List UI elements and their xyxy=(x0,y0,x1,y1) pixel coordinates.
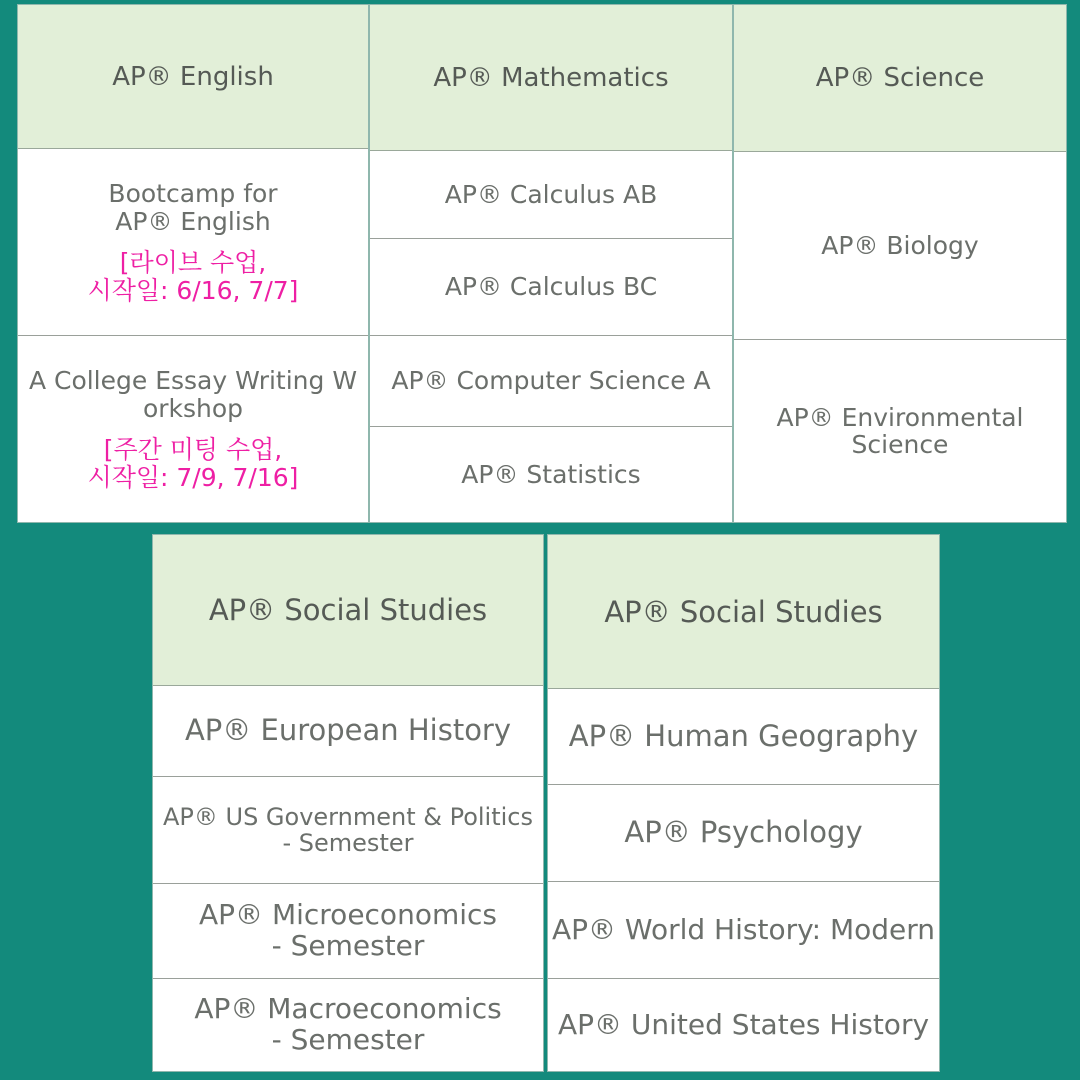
english-course-essay[interactable] xyxy=(18,336,368,522)
course-title: AP® Environmental Science xyxy=(776,402,1024,459)
course-title: A College Essay Writing W orkshop xyxy=(28,366,358,423)
course-title: AP® Computer Science A xyxy=(391,366,711,396)
course-note: [라이브 수업, 시작일: 6/16, 7/7] xyxy=(87,248,299,305)
math-course[interactable] xyxy=(370,239,732,336)
science-header xyxy=(734,5,1066,152)
social-studies-column-2 xyxy=(547,534,940,1072)
course-title: AP® Human Geography xyxy=(568,718,919,753)
science-course[interactable] xyxy=(734,340,1066,522)
social-course[interactable] xyxy=(153,777,543,884)
science-header-label: AP® Science xyxy=(815,63,985,93)
science-column xyxy=(733,4,1067,523)
course-title: AP® Calculus AB xyxy=(444,179,658,209)
social-course[interactable] xyxy=(548,689,939,785)
social-course[interactable] xyxy=(548,979,939,1071)
social-course[interactable] xyxy=(548,882,939,979)
course-title: AP® Calculus BC xyxy=(444,272,658,302)
english-header xyxy=(18,5,368,149)
course-title: AP® US Government & Politics - Semester xyxy=(162,802,533,857)
course-title: AP® United States History xyxy=(557,1007,930,1041)
social-course[interactable] xyxy=(153,884,543,979)
social-course[interactable] xyxy=(153,686,543,777)
english-column xyxy=(17,4,369,523)
social-course[interactable] xyxy=(153,979,543,1071)
english-course-bootcamp[interactable] xyxy=(18,149,368,336)
course-title: AP® Psychology xyxy=(624,815,863,850)
math-column xyxy=(369,4,733,523)
social-course[interactable] xyxy=(548,785,939,882)
math-header-label: AP® Mathematics xyxy=(433,62,669,93)
course-title: AP® World History: Modern xyxy=(551,912,936,946)
course-title: AP® Microeconomics - Semester xyxy=(199,898,497,962)
math-course[interactable] xyxy=(370,336,732,427)
course-title: Bootcamp for AP® English xyxy=(108,179,278,236)
course-title: AP® European History xyxy=(184,713,512,748)
course-title: AP® Statistics xyxy=(461,459,641,489)
course-title: AP® Macroeconomics - Semester xyxy=(194,992,502,1056)
math-course[interactable] xyxy=(370,427,732,522)
science-course[interactable] xyxy=(734,152,1066,340)
english-header-label: AP® English xyxy=(112,61,274,92)
math-header xyxy=(370,5,732,151)
social-studies-header-label: AP® Social Studies xyxy=(208,593,488,627)
social-studies-header-1 xyxy=(153,535,543,686)
social-studies-header-2 xyxy=(548,535,939,689)
social-studies-column-1 xyxy=(152,534,544,1072)
course-note: [주간 미팅 수업, 시작일: 7/9, 7/16] xyxy=(87,435,299,492)
course-title: AP® Biology xyxy=(821,230,979,260)
math-course[interactable] xyxy=(370,151,732,239)
social-studies-header-label: AP® Social Studies xyxy=(604,594,883,629)
